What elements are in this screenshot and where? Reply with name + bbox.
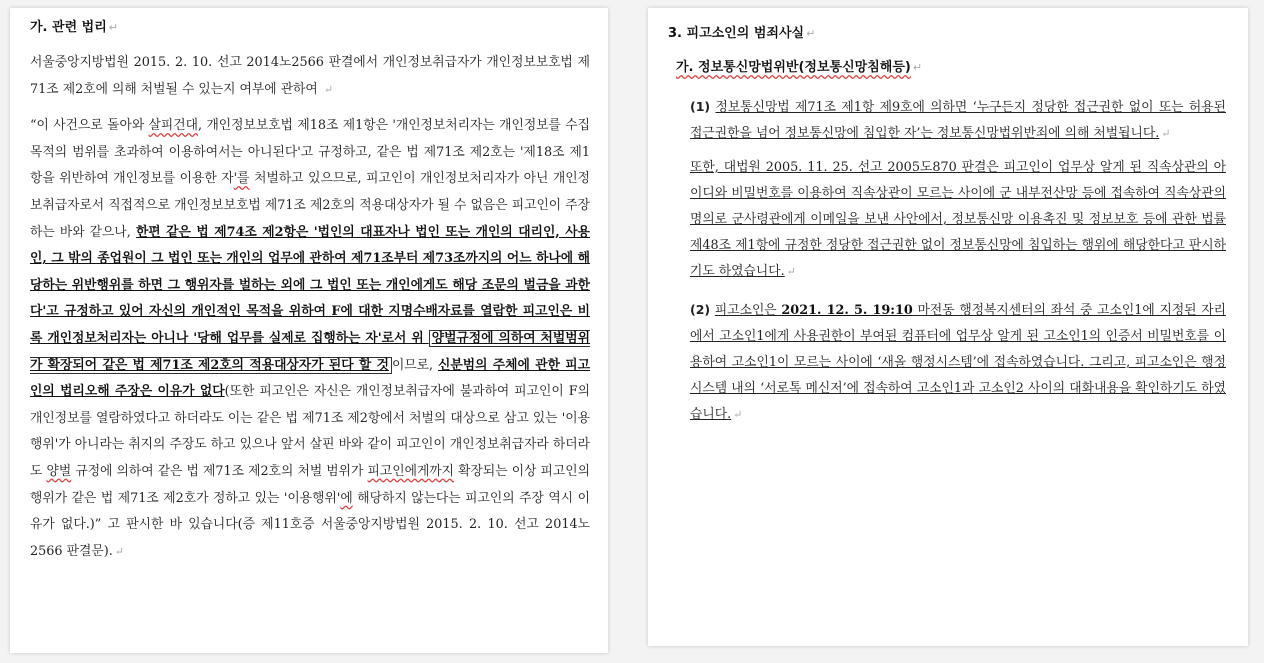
paragraph-mark-icon: ↵ [114,544,124,558]
section-heading-criminal-facts [668,24,1226,44]
intro-text: 서울중앙지방법원 2015. 2. 10. 선고 2014노2566 판결에서 개인정보취급자가 개인정보보호법 제71조 제2호에 의해 처벌될 수 있는지 여부에 관하여 [30,55,590,97]
underlined-text: 피고소인은 [714,303,782,318]
paragraph-mark-icon: ↵ [806,27,816,40]
spellcheck-word: 살피건대 [148,118,198,134]
paragraph-2 [690,297,1226,428]
quote-text: 확장되는 이상 피고인의 행위가 같은 법 제71조 제2호가 정하고 있는 '이용행위' [30,463,590,506]
paragraph-mark-icon: ↵ [108,21,118,34]
paragraph-supreme-court [690,155,1226,285]
section-heading-legal-principle [30,18,590,38]
spellcheck-word: '를 [233,171,250,187]
paragraph-mark-icon: ↵ [323,82,334,96]
quote-text: 이므로, [391,357,439,373]
bold-underlined-text: 한편 같은 법 제74조 제2항은 '법인의 대표자나 법인 또는 개인의 대리인, 사용인, 그 밖의 종업원이 그 법인 또는 개인의 업무에 관하여 제71조부터 제73조까지의 어느 하나에 해당하는 위반행위를 하면 그 행위자를 벌하는 외에 그 법인 또는 개인에게도 해당 조문의 벌금을 과한다'고 규정하고 있어 자신의 개인적인 목적을 위하여 F에 대한 지명수배자료를 열람한 피고인은 비록 개인정보처리자는 아니나 '당해 업무를 실제로 집행하는 자'로서 위 [30,224,590,346]
paragraph-mark-icon: ↵ [1161,127,1171,140]
item-number: (2) [690,302,711,317]
left-document-page [10,8,608,653]
quote-text: 처벌하고 있으므로, 피고인이 개인정보처리자가 아닌 개인정보취급자로서 직접적으로 개인정보보호법 제71조 제2호의 적용대상자가 될 수 없음은 피고인이 주장하는 바와 같으나, [30,171,590,240]
underlined-text: 또한, 대법원 2005. 11. 25. 선고 2005도870 판결은 피고인이 업무상 알게 된 직속상관의 아이디와 비밀번호를 이용하여 직속상관이 모르는 사이에 군 내부전산망 등에 접속하여 직속상관의 명의로 군사령관에게 이메일을 보낸 사안에서, 정보통신망 이용촉진 및 정보보호 등에 관한 법률 제48조 제1항에 규정한 정당한 접근권한 없이 정보통신망에 침입하는 행위에 해당한다고 판시하기도 하였습니다. [690,160,1226,279]
right-document-page [648,8,1248,646]
heading-text: 가. 관련 법리 [30,20,107,35]
quoted-judgment-paragraph [30,113,590,565]
underlined-text: 정보통신망법 제71조 제1항 제9호에 의하면 ‘누구든지 정당한 접근권한 없이 또는 허용된 접근권한을 넘어 정보통신망에 침입한 자’는 정보통신망법위반죄에 의해 처벌됩니다. [690,100,1226,141]
boxed-emphasis-text: 양벌규정에 의하여 처벌범위가 확장되어 같은 법 제71조 제2호의 적용대상자가 된다 할 것 [30,330,590,373]
paragraph-1 [690,94,1226,147]
spellcheck-word: 에 [340,490,353,506]
subsection-heading-network-violation [676,58,1226,78]
quote-text: “이 사건으로 돌아와 [30,118,149,134]
spellcheck-word: 피고인에게까지 [367,463,455,479]
item-number: (1) [690,99,711,114]
paragraph-mark-icon: ↵ [912,61,923,74]
underlined-text: 마전동 행정복지센터의 좌석 중 고소인1에 지정된 자리에서 고소인1에게 사용권한이 부여된 컴퓨터에 업무상 알게 된 고소인1의 인증서 비밀번호를 이용하여 고소인1이 모르는 사이에 ‘새올 행정시스템’에 접속하였습니다. 그리고, 피고소인은 행정시스템 내의 ‘서로톡 메신저’에 접속하여 고소인1과 고소인2 사이의 대화내용을 확인하기도 하였습니다. [690,303,1226,422]
intro-paragraph [30,50,590,103]
spellcheck-word: 양벌 [46,463,72,479]
quote-text: 규정에 의하여 같은 법 제71조 제2호의 처벌 범위가 [71,463,368,479]
quote-text: (또한 피고인은 자신은 개인정보취급자에 불과하여 피고인이 F의 개인정보를 열람하였다고 하더라도 이는 같은 법 제71조 제2항에서 처벌의 대상으로 삼고 있는 '이용행위'가 아니라는 취지의 주장도 하고 있으나 앞서 살핀 바와 같이 피고인이 개인정보취급자라 하더라도 [30,384,590,479]
paragraph-mark-icon: ↵ [733,408,743,421]
heading-text: 가. 정보통신망법위반(정보통신망침해등) [676,60,911,75]
quote-text: , 개인정보보호법 제18조 제1항은 '개인정보처리자는 개인정보를 수집목적의 범위를 초과하여 이용하여서는 아니된다'고 규정하고, 같은 법 제71조 제2호는 '제18조 제1항을 위반하여 개인정보를 이용한 자 [30,118,590,187]
bold-date-text: 2021. 12. 5. 19:10 [781,303,913,318]
quote-text: 해당하지 않는다는 피고인의 주장 역시 이유가 없다.)” 고 판시한 바 있습니다(증 제11호증 서울중앙지방법원 2015. 2. 10. 선고 2014노2566 판결문). [30,490,590,559]
heading-text: 3. 피고소인의 범죄사실 [668,26,805,41]
paragraph-mark-icon: ↵ [786,265,796,278]
bold-underlined-text: 신분범의 주체에 관한 피고인의 법리오해 주장은 이유가 없다 [30,357,590,400]
